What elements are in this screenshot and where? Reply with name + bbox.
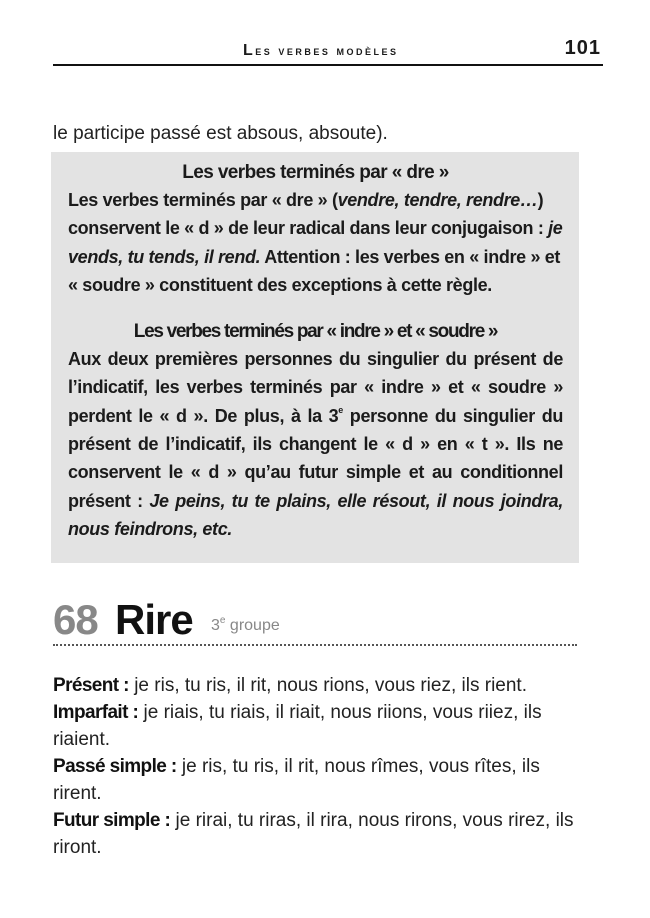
note-text: Les verbes terminés par « dre » ( — [68, 190, 338, 210]
continuation-text: le participe passé est absous, absoute). — [53, 123, 388, 144]
page-header — [53, 34, 603, 66]
tense-forms: je ris, tu ris, il rit, nous rîmes, vous rîtes, ils rirent. — [53, 756, 540, 804]
note-text: ) conservent le « d » de leur radical dans leur conjugaison : — [68, 190, 549, 239]
group-word: groupe — [225, 617, 280, 634]
tense-label: Imparfait : — [53, 702, 139, 723]
note-examples: Je peins, tu te plains, elle résout, il nous joindra, nous feindrons, etc. — [68, 490, 563, 539]
conjugation-passe-simple — [53, 753, 593, 807]
verb-name: Rire — [115, 596, 193, 643]
verb-group — [211, 617, 280, 635]
verb-heading — [53, 594, 577, 646]
note-text: Aux deux premières personnes du singulier du présent de l’indicatif, les verbes terminés par « indre » et « soudre » perdent le « d ». De plus, à la 3 — [68, 349, 563, 426]
tense-forms: je riais, tu riais, il riait, nous riions, vous riiez, ils riaient. — [53, 702, 542, 750]
note-text: Attention : les verbes en « indre » et « soudre » constituent des exceptions à cette règle. — [68, 246, 561, 295]
group-number: 3 — [211, 617, 220, 634]
conjugation-futur-simple — [53, 807, 593, 861]
tense-forms: je ris, tu ris, il rit, nous rions, vous riez, ils rient. — [128, 675, 527, 696]
superscript: e — [338, 404, 343, 415]
note-conjugation-example: je vends, tu tends, il rend. — [68, 218, 563, 267]
note-title-dre: Les verbes terminés par « dre » — [182, 162, 449, 183]
tense-forms: je rirai, tu riras, il rira, nous rirons, vous rirez, ils riront. — [53, 810, 574, 858]
tense-label: Futur simple : — [53, 810, 171, 831]
note-examples: vendre, tendre, rendre… — [337, 190, 538, 210]
tense-label: Passé simple : — [53, 756, 177, 777]
running-title-initial: L — [243, 42, 256, 59]
conjugation-imparfait — [53, 699, 593, 753]
note-paragraph-indre-soudre — [68, 345, 563, 543]
note-title-indre-soudre: Les verbes terminés par « indre » et « soudre » — [133, 321, 498, 343]
note-paragraph-dre — [68, 186, 563, 299]
note-text: personne du singulier du présent de l’indicatif, ils changent le « d » en « t ». Ils ne conservent le « d » qu’au futur simple et au conditionnel présent : — [68, 405, 563, 511]
running-title-rest: es verbes modèles — [255, 43, 399, 58]
page-number: 101 — [564, 37, 601, 59]
group-superscript: e — [219, 615, 226, 626]
conjugation-list — [53, 672, 593, 861]
verb-number: 68 — [53, 596, 98, 643]
running-title — [243, 42, 399, 60]
tense-label: Présent : — [53, 675, 129, 696]
conjugation-present — [53, 672, 593, 699]
grammar-note-box — [51, 152, 579, 563]
